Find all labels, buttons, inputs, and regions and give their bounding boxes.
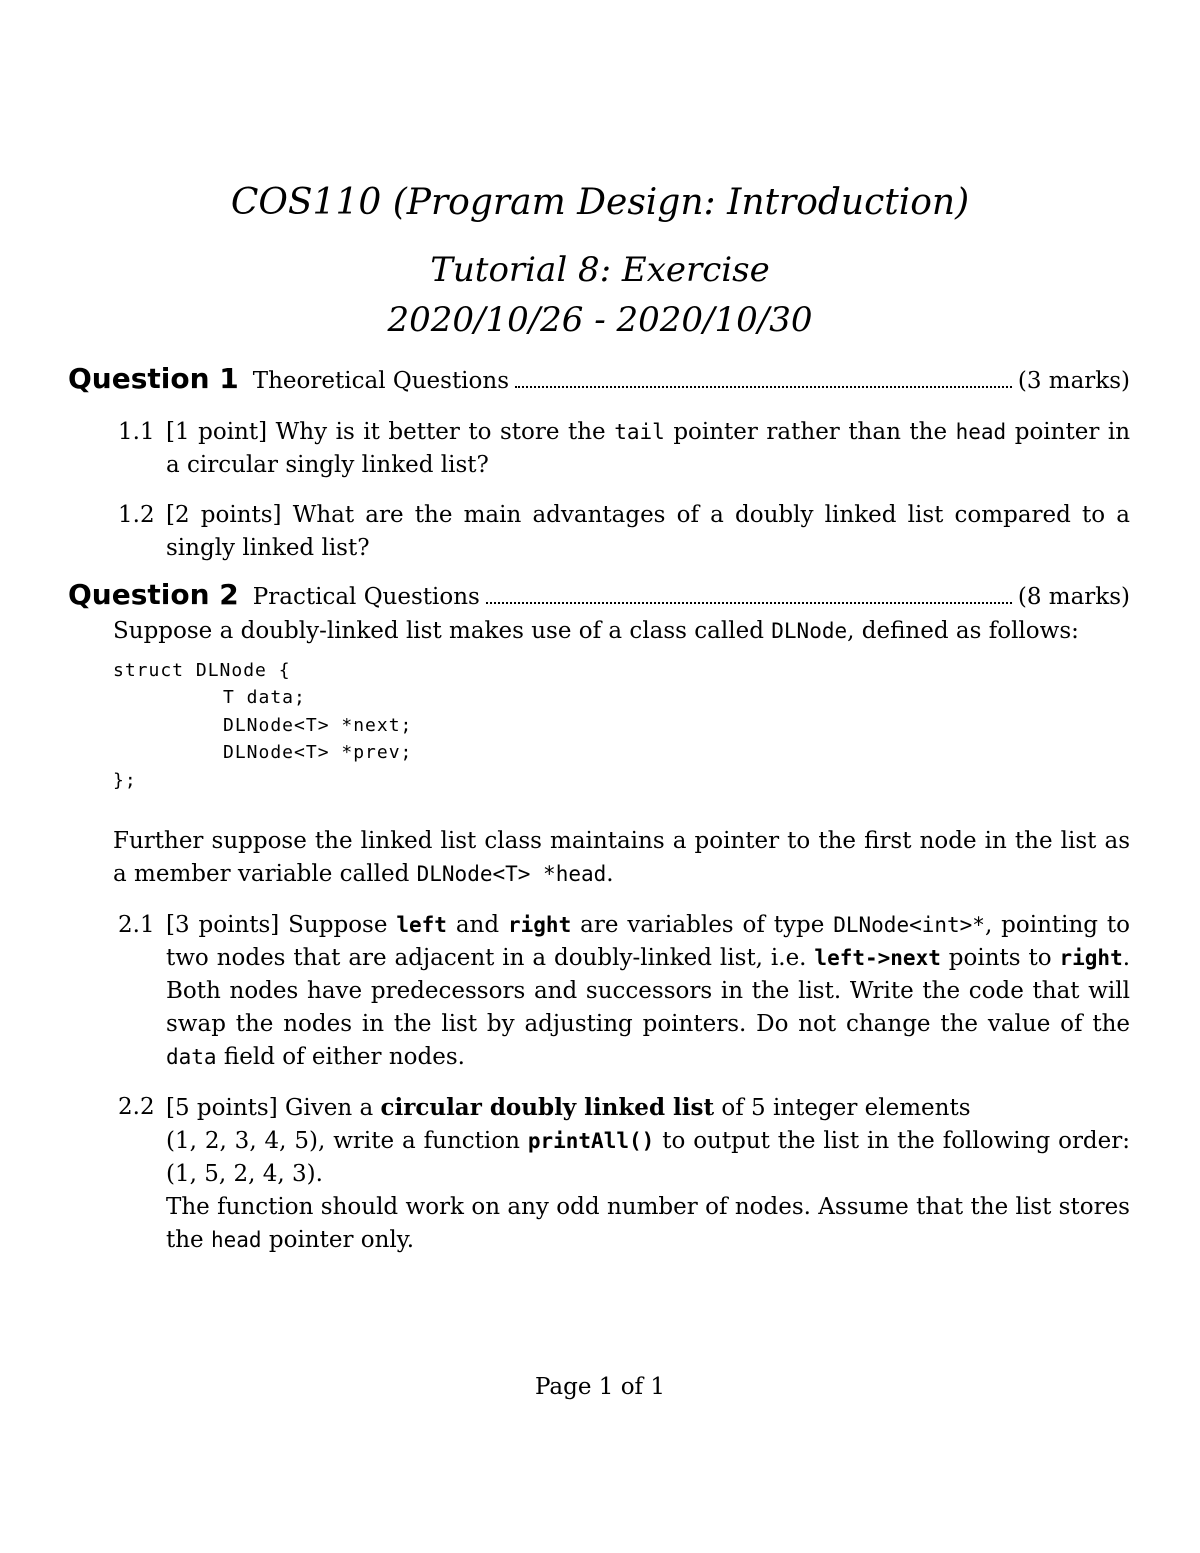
code-line: DLNode<T> *prev;: [223, 742, 413, 763]
item-text: [5 points] Given a circular doubly linked list of 5 integer elements (1, 2, 3, 4, 5), write a function printAll() to output the list in the following order: (1, 5, 2, 4, 3). The function should work on any odd number of nodes. Assume that the list stores the head pointer only.: [166, 1094, 1131, 1253]
item-number: 2.2: [118, 1094, 155, 1120]
question-2-heading: [68, 578, 1130, 611]
item-text: [1 point] Why is it better to store the tail pointer rather than the head pointer in a circular singly linked list?: [166, 419, 1131, 478]
item-number: 1.2: [118, 502, 155, 528]
course-title: COS110 (Program Design: Introduction): [230, 182, 970, 223]
code-head: head: [955, 420, 1007, 444]
question-1-1: [118, 416, 1130, 482]
item-text: [3 points] Suppose left and right are variables of type DLNode<int>*, pointing to two nodes that are adjacent in a doubly-linked list, i.e. left->next points to right. Both nodes have predecessors and successors in the list. Write the code that will swap the nodes in the list by adjusting pointers. Do not change the value of the data field of either nodes.: [166, 912, 1131, 1070]
code-line: };: [113, 770, 137, 791]
question-2-marks: (8 marks): [1017, 584, 1130, 610]
question-2-intro: Suppose a doubly-linked list makes use of a class called DLNode, defined as follows:: [113, 618, 1079, 644]
question-2-2: [118, 1091, 1130, 1257]
question-1-label: Question 1: [68, 362, 239, 395]
leader-dots: [486, 602, 1012, 604]
question-2-1: [118, 909, 1130, 1074]
question-2-further: Further suppose the linked list class maintains a pointer to the first node in the list as a member variable called DLNode<T> *head.: [113, 828, 1130, 887]
question-1-title: Theoretical Questions: [252, 368, 510, 394]
question-1-2: [118, 499, 1130, 565]
page-number: Page 1 of 1: [534, 1374, 666, 1400]
question-1-marks: (3 marks): [1017, 368, 1130, 394]
question-2-title: Practical Questions: [252, 584, 480, 610]
code-line: struct DLNode {: [113, 660, 291, 681]
tutorial-title: Tutorial 8: Exercise: [430, 250, 770, 290]
question-1-heading: [68, 362, 1130, 395]
leader-dots: [515, 386, 1012, 388]
code-tail: tail: [614, 420, 665, 444]
code-line: T data;: [223, 687, 306, 708]
item-text: [2 points] What are the main advantages of a doubly linked list compared to a singly linked list?: [166, 502, 1130, 561]
code-line: DLNode<T> *next;: [223, 715, 413, 736]
item-number: 2.1: [118, 912, 155, 938]
question-2-label: Question 2: [68, 578, 239, 611]
date-range: 2020/10/26 - 2020/10/30: [387, 300, 813, 340]
item-number: 1.1: [118, 419, 155, 445]
